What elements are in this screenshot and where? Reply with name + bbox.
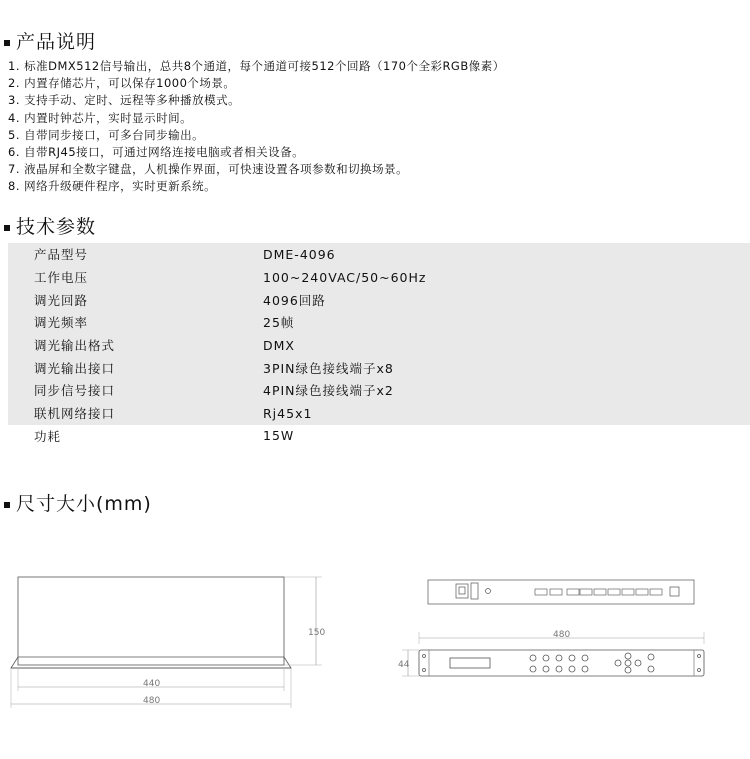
feature-item: 6. 自带RJ45接口，可通过网络连接电脑或者相关设备。 xyxy=(8,145,305,160)
feature-item: 3. 支持手动、定时、远程等多种播放模式。 xyxy=(8,93,241,108)
spec-value: 4PIN绿色接线端子x2 xyxy=(263,383,394,399)
power-socket xyxy=(456,584,468,598)
navigation-keys xyxy=(615,653,654,673)
spec-key: 同步信号接口 xyxy=(34,383,116,399)
side-view-drawing xyxy=(11,577,322,708)
terminal-blocks xyxy=(535,589,662,595)
feature-item: 8. 网络升级硬件程序，实时更新系统。 xyxy=(8,179,217,194)
table-row xyxy=(8,379,750,402)
spec-value: DME-4096 xyxy=(263,246,336,262)
chassis-body xyxy=(18,577,284,665)
feature-item: 1. 标准DMX512信号输出，总共8个通道，每个通道可接512个回路（170个全彩RGB像素） xyxy=(8,59,505,73)
tech-params-title: 技术参数 xyxy=(4,216,96,238)
side-height-label: 150 xyxy=(308,628,326,638)
feature-item: 4. 内置时钟芯片，实时显示时间。 xyxy=(8,110,193,125)
spec-key: 工作电压 xyxy=(34,270,89,286)
feature-item: 5. 自带同步接口，可多台同步输出。 xyxy=(8,127,205,142)
spec-key: 调光输出接口 xyxy=(34,360,116,376)
table-row xyxy=(8,334,750,357)
product-desc-title: 产品说明 xyxy=(4,31,96,53)
feature-list xyxy=(8,58,505,196)
spec-key: 功耗 xyxy=(8,425,263,448)
table-row xyxy=(8,311,750,334)
spec-value: 100~240VAC/50~60Hz xyxy=(263,269,427,285)
table-row xyxy=(8,266,750,289)
spec-value: 15W xyxy=(263,425,750,448)
rj45-port xyxy=(670,587,679,596)
spec-key: 产品型号 xyxy=(34,247,89,263)
front-height-label: 44 xyxy=(398,660,410,670)
table-row xyxy=(8,243,750,266)
feature-item: 2. 内置存储芯片，可以保存1000个场景。 xyxy=(8,76,236,91)
table-row xyxy=(8,288,750,311)
fuse-holder xyxy=(486,589,491,594)
spec-key: 调光回路 xyxy=(34,292,89,308)
spec-key: 调光输出格式 xyxy=(34,338,116,354)
power-switch xyxy=(471,583,478,599)
table-row xyxy=(8,402,750,425)
spec-key: 调光频率 xyxy=(34,315,89,331)
spec-value: 3PIN绿色接线端子x8 xyxy=(263,360,394,376)
front-width-label: 480 xyxy=(553,630,571,640)
dimensions-title: 尺寸大小(mm) xyxy=(4,493,152,515)
dimension-drawings xyxy=(0,560,750,759)
spec-value: DMX xyxy=(263,337,295,353)
section-bullet-icon xyxy=(4,502,10,508)
spec-value: Rj45x1 xyxy=(263,405,313,421)
spec-value: 4096回路 xyxy=(263,292,326,308)
feature-item: 7. 液晶屏和全数字键盘，人机操作界面，可快速设置各项参数和切换场景。 xyxy=(8,162,409,177)
rear-panel-drawing xyxy=(428,580,694,604)
side-width-label: 480 xyxy=(143,696,161,706)
table-row xyxy=(8,425,750,448)
section-bullet-icon xyxy=(4,225,10,231)
front-panel xyxy=(419,650,704,676)
side-inner-width-label: 440 xyxy=(143,679,161,689)
rack-ear xyxy=(11,657,291,668)
spec-key: 联机网络接口 xyxy=(34,406,116,422)
spec-table xyxy=(8,243,750,447)
spec-value: 25帧 xyxy=(263,315,295,331)
lcd-screen xyxy=(450,658,490,668)
section-bullet-icon xyxy=(4,40,10,46)
table-row xyxy=(8,356,750,379)
number-keys xyxy=(530,655,588,672)
